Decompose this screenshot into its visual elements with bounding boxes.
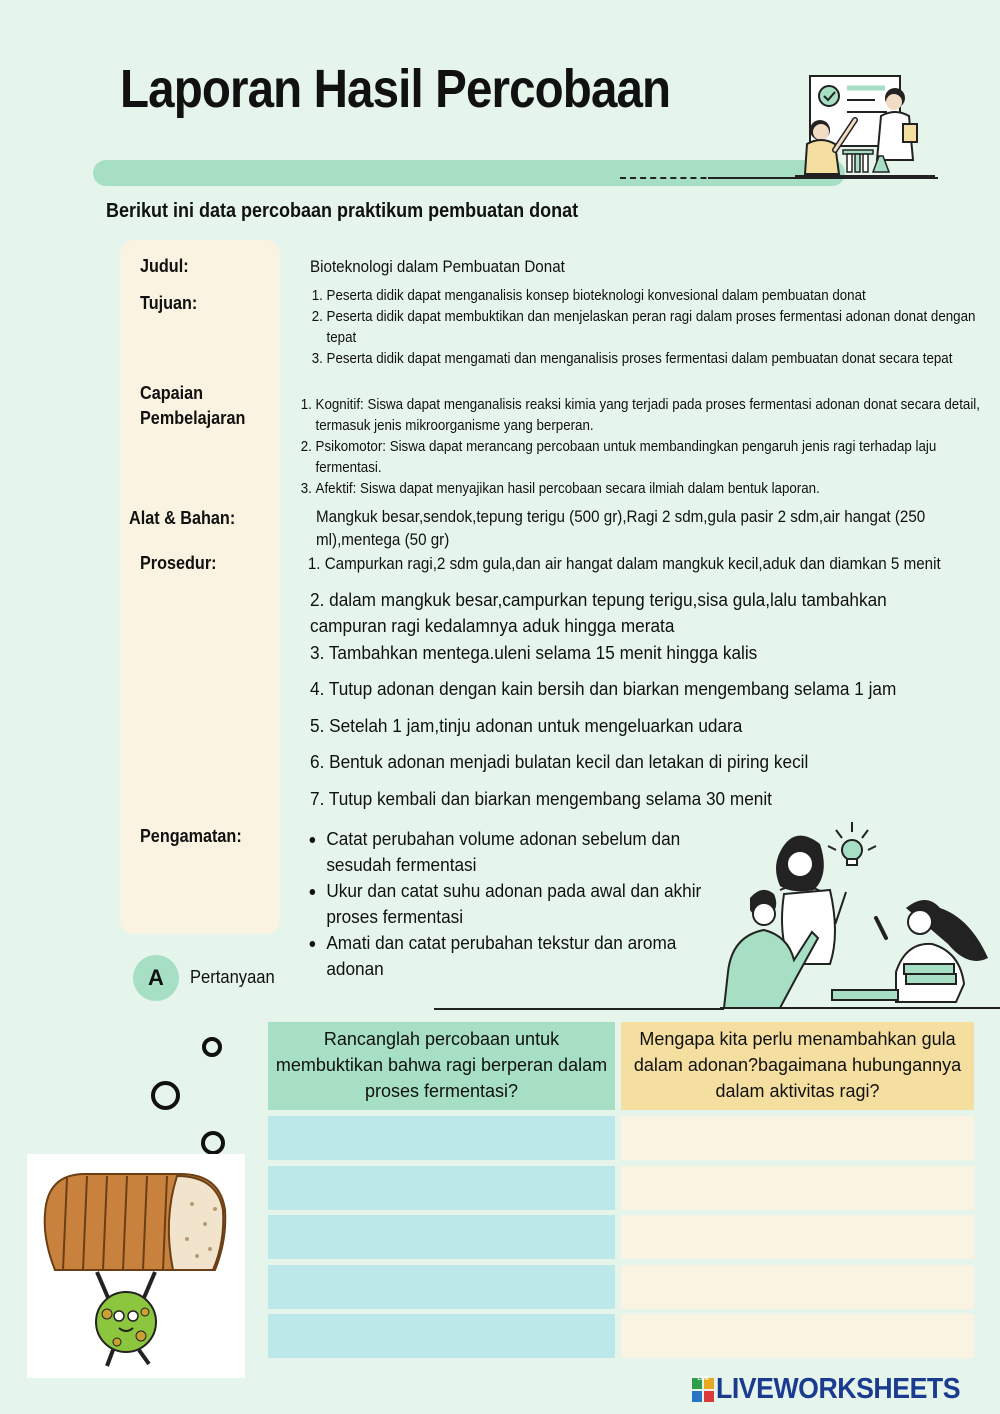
lab-scientists-illustration [795,72,940,182]
tujuan-item: 3. Peserta didik dapat mengamati dan menganalisis proses fermentasi dalam pembuatan donat secara tepat [327,349,1000,370]
capaian-list [299,395,996,500]
illustration-baseline [434,1008,724,1010]
tujuan-label: Tujuan: [140,293,198,313]
students-learning-illustration [720,822,1000,1012]
decorative-circle-small [201,1131,225,1155]
prosedur-step: 6. Bentuk adonan menjadi bulatan kecil dan letakan di piring kecil [310,751,809,772]
decorative-circle-medium [151,1081,180,1110]
prosedur-step: 4. Tutup adonan dengan kain bersih dan biarkan mengembang selama 1 jam [310,678,897,699]
pengamatan-item: • Catat perubahan volume adonan sebelum dan sesudah fermentasi [326,826,735,878]
brand-mark-text: LIVE [697,1376,709,1382]
judul-value: Bioteknologi dalam Pembuatan Donat [310,258,565,276]
prosedur-step: 7. Tutup kembali dan biarkan mengembang selama 30 menit [310,788,772,809]
tujuan-item: 1. Peserta didik dapat menganalisis konsep bioteknologi konvesional dalam pembuatan donat [327,286,1000,307]
alat-label: Alat & Bahan: [129,508,236,528]
alat-value: Mangkuk besar,sendok,tepung terigu (500 gr),Ragi 2 sdm,gula pasir 2 sdm,air hangat (250 ml),mentega (50 gr) [316,508,926,549]
capaian-label-line2: Pembelajaran [140,408,246,428]
answer-field-q1[interactable] [268,1314,615,1358]
answer-field-q1[interactable] [268,1116,615,1160]
question-header-2: Mengapa kita perlu menambahkan gula dalam adonan?bagaimana hubungannya dalam aktivitas ragi? [621,1022,974,1110]
tujuan-item: 2. Peserta didik dapat membuktikan dan menjelaskan peran ragi dalam proses fermentasi adonan donat dengan tepat [327,307,1000,349]
answer-field-q2[interactable] [621,1215,974,1259]
question-section-label: Pertanyaan [190,967,275,987]
prosedur-step: 1. Campurkan ragi,2 sdm gula,dan air hangat dalam mangkuk kecil,aduk dan diamkan 5 menit [325,553,1000,576]
question-header-1: Rancanglah percobaan untuk membuktikan bahwa ragi berperan dalam proses fermentasi? [268,1022,615,1110]
bread-microbe-illustration [27,1154,245,1378]
capaian-item: 2. Psikomotor: Siswa dapat merancang percobaan untuk membandingkan pengaruh jenis ragi terhadap laju fermentasi. [316,437,997,479]
brand-logo[interactable]: LIVEWORKSHEETS [716,1373,961,1405]
capaian-label-line1: Capaian [140,383,204,403]
answer-field-q1[interactable] [268,1265,615,1309]
decorative-circle-small [202,1037,222,1057]
tujuan-list [310,286,1000,370]
pengamatan-label: Pengamatan: [140,826,242,846]
pengamatan-list [304,826,736,982]
answer-field-q2[interactable] [621,1265,974,1309]
prosedur-step: 5. Setelah 1 jam,tinju adonan untuk mengeluarkan udara [310,715,743,736]
question-section-badge: A [133,955,179,1001]
page-title: Laporan Hasil Percobaan [120,59,671,119]
prosedur-step: 3. Tambahkan mentega.uleni selama 15 menit hingga kalis [310,642,758,663]
prosedur-label: Prosedur: [140,553,217,573]
pengamatan-item: • Amati dan catat perubahan tekstur dan aroma adonan [326,930,735,982]
answer-field-q1[interactable] [268,1166,615,1210]
subtitle: Berikut ini data percobaan praktikum pembuatan donat [106,200,579,222]
judul-label: Judul: [140,256,189,276]
title-underline-bar [93,160,845,186]
answer-field-q2[interactable] [621,1116,974,1160]
prosedur-step-1 [310,553,1000,576]
prosedur-step: 2. dalam mangkuk besar,campurkan tepung terigu,sisa gula,lalu tambahkan campuran ragi kedalamnya aduk hingga merata [310,589,887,636]
capaian-item: 1. Kognitif: Siswa dapat menganalisis reaksi kimia yang terjadi pada proses fermentasi adonan donat secara detail, termasuk jenis mikroorganisme yang berperan. [316,395,997,437]
pengamatan-item: • Ukur dan catat suhu adonan pada awal dan akhir proses fermentasi [326,878,735,930]
answer-field-q2[interactable] [621,1314,974,1358]
capaian-item: 3. Afektif: Siswa dapat menyajikan hasil percobaan secara ilmiah dalam bentuk laporan. [316,479,997,500]
answer-field-q1[interactable] [268,1215,615,1259]
answer-field-q2[interactable] [621,1166,974,1210]
